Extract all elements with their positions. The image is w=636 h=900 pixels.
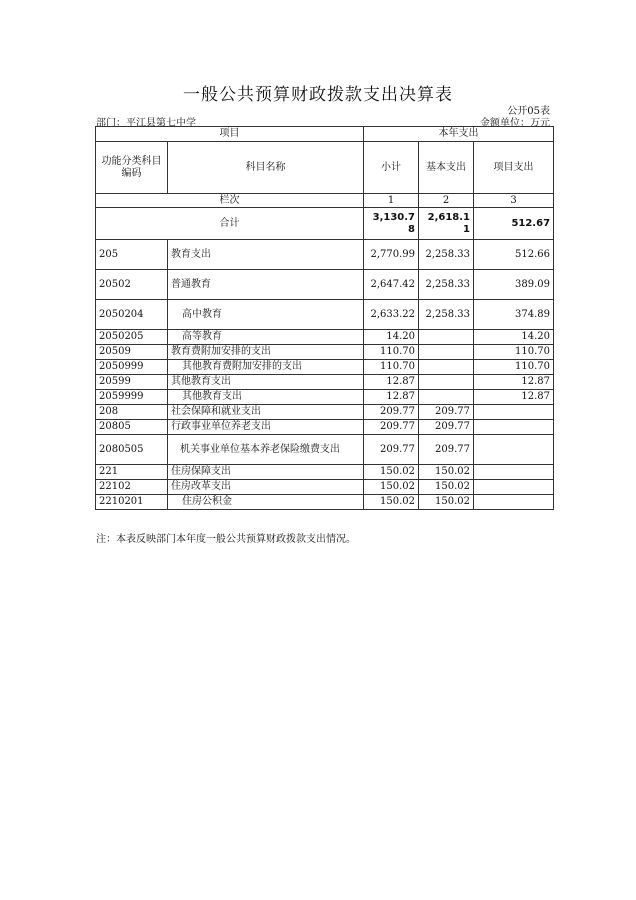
table-row xyxy=(96,345,554,360)
unit-label: 金额单位：万元 xyxy=(480,118,550,129)
row-subtotal: 150.02 xyxy=(364,480,419,495)
total-basic: 2,618.11 xyxy=(419,208,474,240)
header-col3: 3 xyxy=(474,194,554,208)
header-project: 项目支出 xyxy=(474,142,554,194)
total-project: 512.67 xyxy=(474,208,554,240)
row-project: 12.87 xyxy=(474,390,554,405)
row-code: 2210201 xyxy=(96,495,168,510)
table-row xyxy=(96,300,554,330)
row-project: 12.87 xyxy=(474,375,554,390)
table-row xyxy=(96,375,554,390)
table-row xyxy=(96,360,554,375)
row-name: 行政事业单位养老支出 xyxy=(168,420,364,435)
row-subtotal: 150.02 xyxy=(364,465,419,480)
table-row xyxy=(96,405,554,420)
table-row xyxy=(96,330,554,345)
row-basic: 209.77 xyxy=(419,435,474,465)
row-name: 高等教育 xyxy=(168,330,364,345)
table-row xyxy=(96,435,554,465)
table-row xyxy=(96,270,554,300)
row-basic: 2,258.33 xyxy=(419,270,474,300)
row-basic: 209.77 xyxy=(419,420,474,435)
row-name: 住房改革支出 xyxy=(168,480,364,495)
total-subtotal: 3,130.78 xyxy=(364,208,419,240)
row-name: 普通教育 xyxy=(168,270,364,300)
header-col-index: 栏次 xyxy=(96,194,364,208)
row-name: 高中教育 xyxy=(168,300,364,330)
row-code: 2059999 xyxy=(96,390,168,405)
row-basic xyxy=(419,345,474,360)
row-basic xyxy=(419,330,474,345)
header-basic: 基本支出 xyxy=(419,142,474,194)
row-code: 221 xyxy=(96,465,168,480)
row-name: 其他教育费附加安排的支出 xyxy=(168,360,364,375)
header-code: 功能分类科目编码 xyxy=(96,142,168,194)
table-row xyxy=(96,495,554,510)
row-subtotal: 209.77 xyxy=(364,405,419,420)
row-project: 14.20 xyxy=(474,330,554,345)
row-subtotal: 12.87 xyxy=(364,390,419,405)
row-name: 教育支出 xyxy=(168,240,364,270)
row-project xyxy=(474,420,554,435)
table-row xyxy=(96,465,554,480)
row-project xyxy=(474,435,554,465)
row-name: 教育费附加安排的支出 xyxy=(168,345,364,360)
header-name: 科目名称 xyxy=(168,142,364,194)
row-subtotal: 110.70 xyxy=(364,360,419,375)
total-label: 合计 xyxy=(96,208,364,240)
header-col1: 1 xyxy=(364,194,419,208)
department-label: 部门：平江县第七中学 xyxy=(96,118,196,129)
row-basic xyxy=(419,360,474,375)
expenditure-table xyxy=(95,126,554,510)
header-col2: 2 xyxy=(419,194,474,208)
row-subtotal: 14.20 xyxy=(364,330,419,345)
header-subtotal: 小计 xyxy=(364,142,419,194)
row-basic: 150.02 xyxy=(419,495,474,510)
row-basic: 2,258.33 xyxy=(419,240,474,270)
row-subtotal: 2,770.99 xyxy=(364,240,419,270)
total-row xyxy=(96,208,554,240)
row-subtotal: 150.02 xyxy=(364,495,419,510)
row-name: 机关事业单位基本养老保险缴费支出 xyxy=(168,435,364,465)
row-subtotal: 110.70 xyxy=(364,345,419,360)
row-basic: 150.02 xyxy=(419,465,474,480)
row-project: 110.70 xyxy=(474,360,554,375)
row-subtotal: 2,633.22 xyxy=(364,300,419,330)
row-name: 社会保障和就业支出 xyxy=(168,405,364,420)
row-project: 512.66 xyxy=(474,240,554,270)
row-code: 2050205 xyxy=(96,330,168,345)
row-name: 住房公积金 xyxy=(168,495,364,510)
table-row xyxy=(96,240,554,270)
row-project xyxy=(474,480,554,495)
form-number: 公开05表 xyxy=(507,106,550,117)
row-code: 2050204 xyxy=(96,300,168,330)
row-project xyxy=(474,405,554,420)
row-code: 205 xyxy=(96,240,168,270)
row-name: 住房保障支出 xyxy=(168,465,364,480)
row-project xyxy=(474,495,554,510)
row-code: 20502 xyxy=(96,270,168,300)
header-current-year: 本年支出 xyxy=(364,127,554,142)
row-project: 110.70 xyxy=(474,345,554,360)
row-basic: 2,258.33 xyxy=(419,300,474,330)
row-subtotal: 2,647.42 xyxy=(364,270,419,300)
row-name: 其他教育支出 xyxy=(168,390,364,405)
table-row xyxy=(96,390,554,405)
row-code: 2080505 xyxy=(96,435,168,465)
row-project: 389.09 xyxy=(474,270,554,300)
header-item: 项目 xyxy=(96,127,364,142)
row-code: 22102 xyxy=(96,480,168,495)
table-row xyxy=(96,480,554,495)
page-title: 一般公共预算财政拨款支出决算表 xyxy=(183,85,453,105)
row-project xyxy=(474,465,554,480)
table-row xyxy=(96,420,554,435)
row-basic: 150.02 xyxy=(419,480,474,495)
row-subtotal: 209.77 xyxy=(364,435,419,465)
row-code: 208 xyxy=(96,405,168,420)
row-basic xyxy=(419,375,474,390)
row-code: 20805 xyxy=(96,420,168,435)
table-note: 注：本表反映部门本年度一般公共预算财政拨款支出情况。 xyxy=(96,534,356,545)
row-subtotal: 12.87 xyxy=(364,375,419,390)
row-subtotal: 209.77 xyxy=(364,420,419,435)
row-basic xyxy=(419,390,474,405)
row-code: 20509 xyxy=(96,345,168,360)
row-code: 2050999 xyxy=(96,360,168,375)
row-basic: 209.77 xyxy=(419,405,474,420)
row-code: 20599 xyxy=(96,375,168,390)
row-project: 374.89 xyxy=(474,300,554,330)
row-name: 其他教育支出 xyxy=(168,375,364,390)
